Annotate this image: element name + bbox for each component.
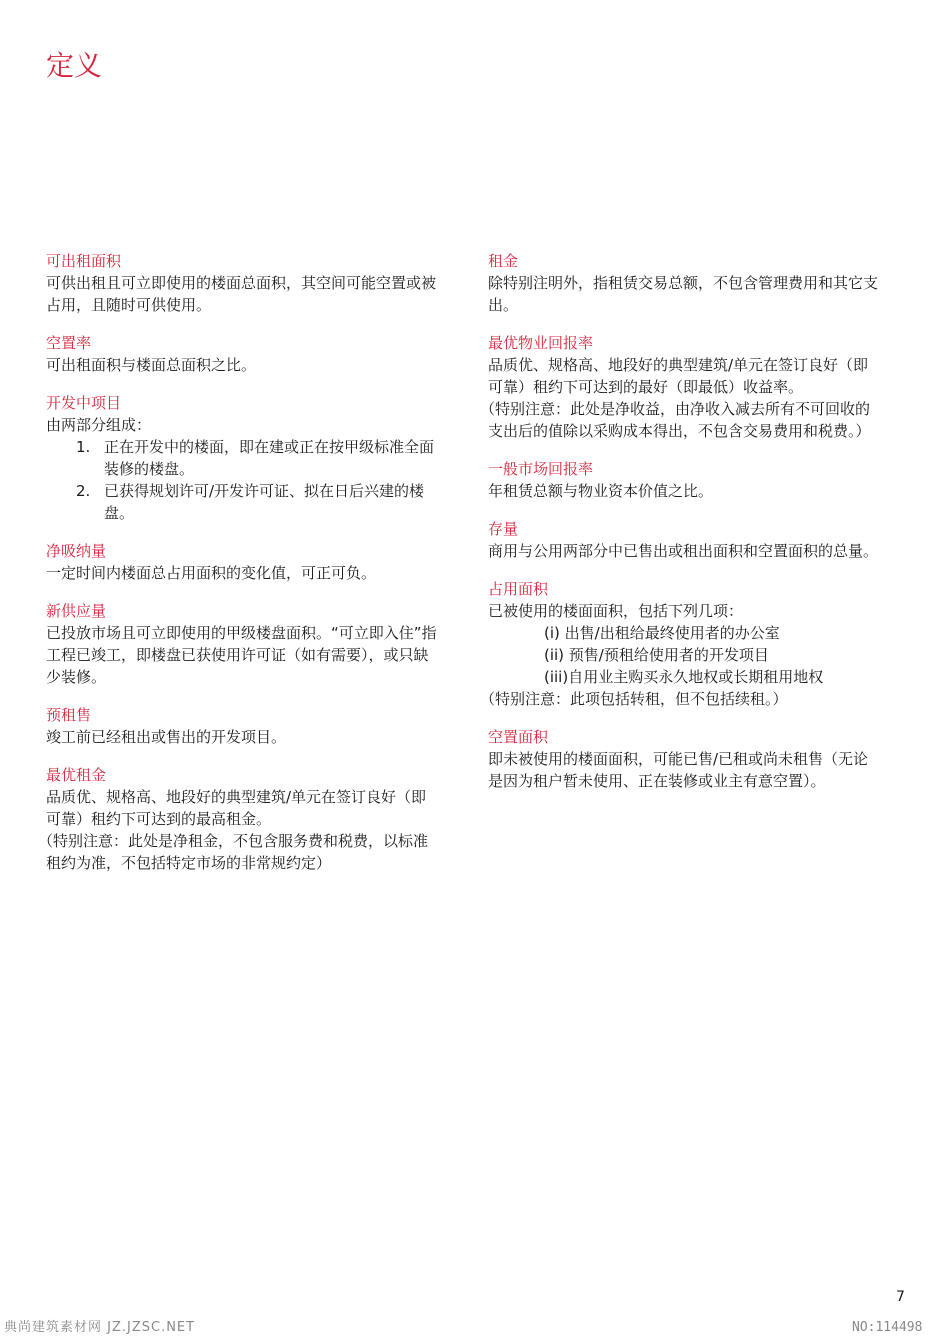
definition-line: 可供出租且可立即使用的楼面总面积，其空间可能空置或被 [46, 274, 437, 292]
definition-rentable-area [46, 250, 466, 316]
list-item-line: 盘。 [104, 504, 135, 522]
list-item-line: 装修的楼盘。 [104, 460, 195, 478]
definition-line: 竣工前已经租出或售出的开发项目。 [46, 728, 287, 746]
definition-note: （特别注意：此处是净租金，不包含服务费和税费，以标准 [38, 832, 429, 850]
left-column [38, 250, 466, 890]
definition-line: 一定时间内楼面总占用面积的变化值，可正可负。 [46, 564, 377, 582]
right-column [480, 250, 908, 808]
list-item-line: 正在开发中的楼面，即在建或正在按甲级标准全面 [104, 438, 435, 456]
definition-line: 少装修。 [46, 668, 107, 686]
list-item-line: 已获得规划许可/开发许可证、拟在日后兴建的楼 [104, 482, 425, 500]
definition-vacancy-rate [46, 332, 466, 376]
watermark-right: NO:114498 [852, 1320, 923, 1335]
term-heading: 最优租金 [46, 766, 107, 784]
definition-line: 即未被使用的楼面面积，可能已售/已租或尚未租售（无论 [488, 750, 869, 768]
list-item: (i) 出售/出租给最终使用者的办公室 [544, 624, 780, 642]
definition-new-supply [46, 600, 466, 688]
definition-line: 占用，且随时可供使用。 [46, 296, 212, 314]
definition-intro: 已被使用的楼面面积，包括下列几项： [488, 602, 744, 620]
numbered-list [46, 436, 466, 524]
definition-line: 工程已竣工，即楼盘已获使用许可证（如有需要），或只缺 [46, 646, 429, 664]
list-number: 2. [76, 482, 91, 500]
page-number: 7 [896, 1289, 905, 1305]
definition-line: 可靠）租约下可达到的最高租金。 [46, 810, 272, 828]
definition-line: 品质优、规格高、地段好的典型建筑/单元在签订良好（即 [46, 788, 427, 806]
term-heading: 可出租面积 [46, 252, 122, 270]
definition-note: （特别注意：此处是净收益，由净收入减去所有不可回收的 [480, 400, 871, 418]
definition-line: 可出租面积与楼面总面积之比。 [46, 356, 257, 374]
definition-occupied-space [480, 578, 908, 710]
definition-line: 已投放市场且可立即使用的甲级楼盘面积。“可立即入住”指 [46, 624, 437, 642]
term-heading: 存量 [488, 520, 519, 538]
definition-line: 年租赁总额与物业资本价值之比。 [488, 482, 714, 500]
definition-line: 出。 [488, 296, 519, 314]
definition-note: 租约为准，不包括特定市场的非常规约定） [46, 854, 332, 872]
definition-prime-rent [38, 764, 466, 874]
definition-line: 品质优、规格高、地段好的典型建筑/单元在签订良好（即 [488, 356, 869, 374]
term-heading: 新供应量 [46, 602, 107, 620]
term-heading: 净吸纳量 [46, 542, 107, 560]
term-heading: 一般市场回报率 [488, 460, 594, 478]
term-heading: 空置面积 [488, 728, 549, 746]
definition-under-development [46, 392, 466, 524]
term-heading: 空置率 [46, 334, 92, 352]
definition-stock [488, 518, 908, 562]
list-item: (iii)自用业主购买永久地权或长期租用地权 [544, 668, 824, 686]
definition-line: 除特别注明外，指租赁交易总额，不包含管理费用和其它支 [488, 274, 879, 292]
definition-pre-commitment [46, 704, 466, 748]
definition-vacant-space [488, 726, 908, 792]
definition-rent [488, 250, 908, 316]
definition-net-absorption [46, 540, 466, 584]
definition-line: 商用与公用两部分中已售出或租出面积和空置面积的总量。 [488, 542, 879, 560]
definition-line: 是因为租户暂未使用、正在装修或业主有意空置）。 [488, 772, 826, 790]
term-heading: 预租售 [46, 706, 92, 724]
definition-prime-yield [480, 332, 908, 442]
term-heading: 占用面积 [488, 580, 549, 598]
list-item [46, 480, 466, 524]
watermark-left: 典尚建筑素材网 JZ.JZSC.NET [4, 1320, 196, 1335]
definition-market-yield [488, 458, 908, 502]
list-number: 1. [76, 438, 91, 456]
page-title: 定义 [46, 49, 103, 82]
definition-note: 支出后的值除以采购成本得出，不包含交易费用和税费。） [488, 422, 871, 440]
term-heading: 开发中项目 [46, 394, 122, 412]
definition-intro: 由两部分组成： [46, 416, 152, 434]
term-heading: 租金 [488, 252, 519, 270]
definition-line: 可靠）租约下可达到的最好（即最低）收益率。 [488, 378, 804, 396]
definition-note: （特别注意：此项包括转租，但不包括续租。） [480, 690, 788, 708]
term-heading: 最优物业回报率 [488, 334, 594, 352]
list-item: (ii) 预售/预租给使用者的开发项目 [544, 646, 769, 664]
list-item [46, 436, 466, 480]
